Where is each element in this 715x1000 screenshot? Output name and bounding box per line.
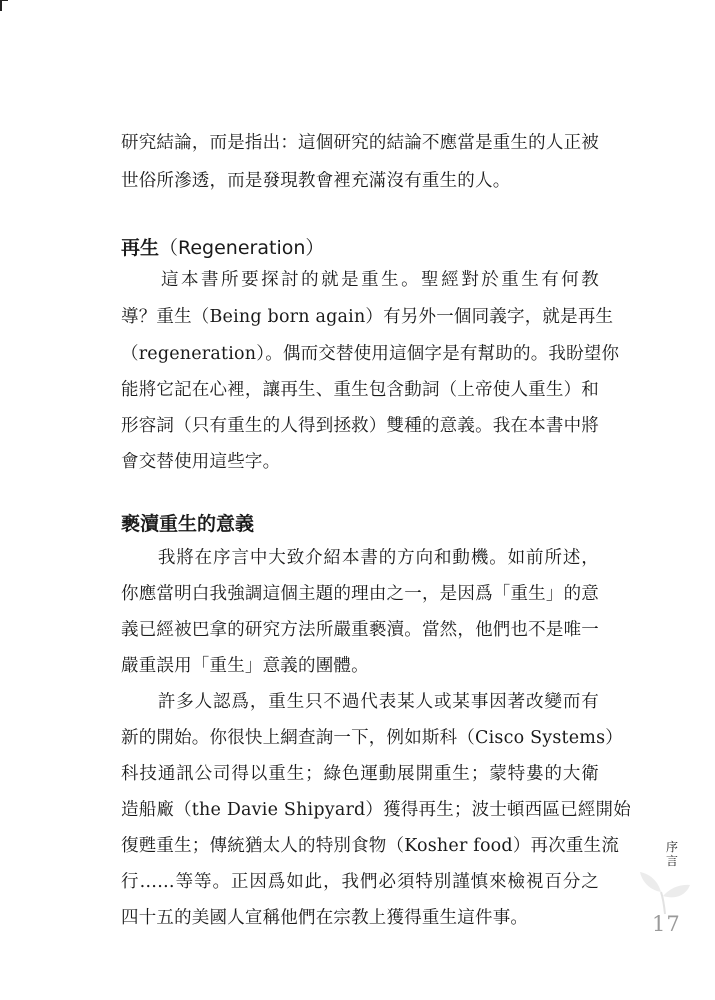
section-tab-char: 序 [665, 840, 678, 854]
text-line: 導？重生（Being born again）有另外一個同義字，就是再生 [121, 307, 614, 327]
text-line: 研究結論，而是指出：這個研究的結論不應當是重生的人正被 [121, 133, 599, 153]
section-tab-char: 言 [665, 854, 678, 868]
text-line: 會交替使用這些字。 [121, 452, 281, 472]
text-line: 這本書所要探討的就是重生。聖經對於重生有何教 [121, 270, 599, 290]
text-line: 四十五的美國人宣稱他們在宗教上獲得重生這件事。 [121, 908, 529, 928]
text-line: 嚴重誤用「重生」意義的團體。 [121, 656, 369, 676]
text-line: 世俗所滲透，而是發現教會裡充滿沒有重生的人。 [121, 171, 511, 191]
section-heading-regeneration [121, 235, 324, 261]
text-line: 新的開始。你很快上網查詢一下，例如斯科（Cisco Systems） [121, 728, 623, 748]
text-line: 造船廠（the Davie Shipyard）獲得再生；波士頓西區已經開始 [121, 800, 631, 820]
crop-mark [0, 0, 8, 11]
text-line: 許多人認爲，重生只不過代表某人或某事因著改變而有 [121, 692, 599, 712]
text-line: 能將它記在心裡，讓再生、重生包含動詞（上帝使人重生）和 [121, 380, 599, 400]
heading-english: （Regeneration） [159, 237, 325, 259]
heading-text: 再生 [121, 237, 160, 259]
text-line: 你應當明白我強調這個主題的理由之一，是因爲「重生」的意 [121, 584, 599, 604]
text-line: 科技通訊公司得以重生；綠色運動展開重生；蒙特婁的大衛 [121, 764, 599, 784]
text-line: 義已經被巴拿的研究方法所嚴重褻瀆。當然，他們也不是唯一 [121, 620, 599, 640]
section-heading-desecration: 褻瀆重生的意義 [121, 513, 255, 535]
page-number: 17 [652, 912, 681, 936]
section-tab-label [664, 840, 680, 868]
text-line: 形容詞（只有重生的人得到拯救）雙種的意義。我在本書中將 [121, 416, 599, 436]
leaf-ornament-icon [636, 868, 694, 916]
text-line: （regeneration）。偶而交替使用這個字是有幫助的。我盼望你 [121, 344, 620, 364]
text-line: 行……等等。正因爲如此，我們必須特別謹慎來檢視百分之 [121, 872, 599, 892]
text-line: 復甦重生；傳統猶太人的特別食物（Kosher food）再次重生流 [121, 836, 620, 856]
text-line: 我將在序言中大致介紹本書的方向和動機。如前所述， [121, 548, 599, 568]
